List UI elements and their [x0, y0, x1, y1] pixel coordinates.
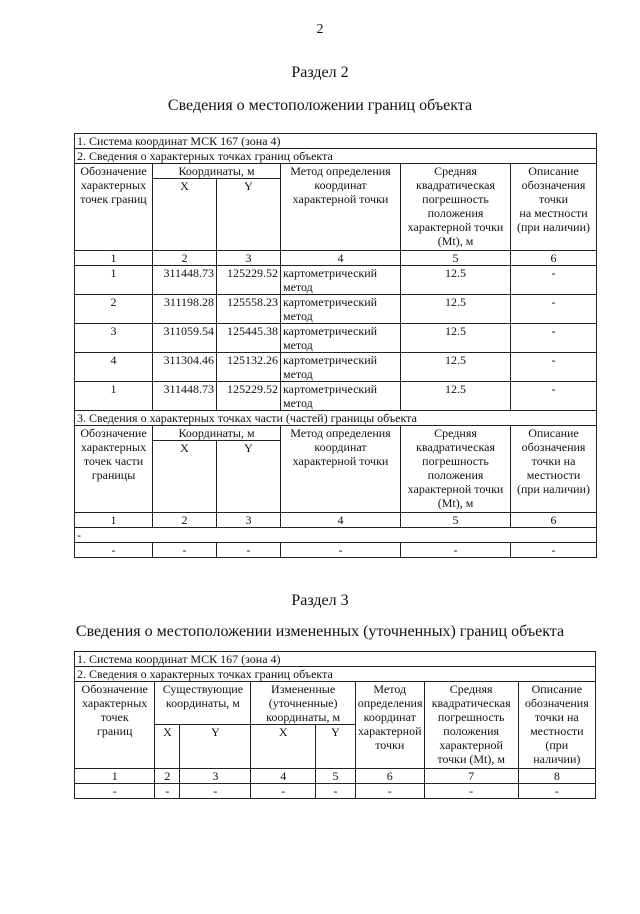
table-row [75, 353, 597, 382]
table-row [75, 543, 597, 558]
dash-cell: - [401, 543, 511, 558]
col-number: 3 [217, 251, 281, 266]
parts-header-error: Средняя квадратическая погрешность положения характерной точки (Mt), м [401, 426, 511, 513]
s3-header-x-changed: X [251, 725, 316, 769]
table-row [75, 324, 597, 353]
point-number: 2 [75, 295, 153, 324]
parts-header-description: Описание обозначения точки на местности (при наличии) [511, 426, 597, 513]
dash-single-row: - [75, 528, 597, 543]
parts-header-coords: Координаты, м [153, 426, 281, 441]
dash-cell: - [180, 784, 251, 799]
s3-header-method: Метод определения координат характерной точки [355, 682, 424, 769]
table-row [75, 266, 597, 295]
point-mt: 12.5 [401, 382, 511, 411]
col-number: 6 [355, 769, 424, 784]
section2-table [74, 133, 597, 558]
table-row [75, 382, 597, 411]
point-x: 311448.73 [153, 266, 217, 295]
col-number: 3 [217, 513, 281, 528]
section2-subtitle: Сведения о местоположении границ объекта [167, 97, 473, 114]
s3-header-existing: Существующие координаты, м [155, 682, 251, 725]
header-error: Средняя квадратическая погрешность положения характерной точки (Mt), м [401, 164, 511, 251]
dash-cell: - [424, 784, 518, 799]
col-number: 1 [75, 769, 155, 784]
col-number: 3 [180, 769, 251, 784]
point-number: 1 [75, 382, 153, 411]
parts-header-designation: Обозначение характерных точек части границы [75, 426, 153, 513]
point-mt: 12.5 [401, 324, 511, 353]
point-y: 125132.26 [217, 353, 281, 382]
point-x: 311059.54 [153, 324, 217, 353]
point-number: 3 [75, 324, 153, 353]
point-desc: - [511, 266, 597, 295]
col-number: 5 [401, 251, 511, 266]
s3-header-x-existing: X [155, 725, 180, 769]
point-y: 125445.38 [217, 324, 281, 353]
header-coords: Координаты, м [153, 164, 281, 179]
parts-header-method: Метод определения координат характерной точки [281, 426, 401, 513]
point-mt: 12.5 [401, 353, 511, 382]
section2-title: Раздел 2 [291, 64, 349, 81]
point-desc: - [511, 324, 597, 353]
dash-cell: - [355, 784, 424, 799]
point-method: картометрический метод [281, 266, 401, 295]
point-method: картометрический метод [281, 382, 401, 411]
section3-subtitle: Сведения о местоположении измененных (уточненных) границ объекта [75, 623, 565, 640]
table-row [75, 295, 597, 324]
table-row [75, 784, 596, 799]
col-number: 5 [401, 513, 511, 528]
col-number: 6 [511, 513, 597, 528]
point-number: 1 [75, 266, 153, 295]
col-number: 4 [281, 251, 401, 266]
point-y: 125229.52 [217, 266, 281, 295]
s3-header-changed: Измененные (уточненные) координаты, м [251, 682, 355, 725]
dash-cell: - [518, 784, 595, 799]
point-number: 4 [75, 353, 153, 382]
point-mt: 12.5 [401, 295, 511, 324]
dash-cell: - [281, 543, 401, 558]
col-number: 4 [281, 513, 401, 528]
col-number: 5 [316, 769, 356, 784]
page-number: 2 [316, 22, 324, 37]
dash-cell: - [511, 543, 597, 558]
points-row: 2. Сведения о характерных точках границ объекта [75, 149, 597, 164]
col-number: 2 [153, 251, 217, 266]
point-x: 311448.73 [153, 382, 217, 411]
point-desc: - [511, 353, 597, 382]
parts-header-y: Y [217, 441, 281, 513]
s3-header-y-existing: Y [180, 725, 251, 769]
s3-system-row: 1. Система координат МСК 167 (зона 4) [75, 652, 596, 667]
point-y: 125229.52 [217, 382, 281, 411]
header-description: Описание обозначения точки на местности (при наличии) [511, 164, 597, 251]
header-designation: Обозначение характерных точек границ [75, 164, 153, 251]
dash-cell: - [316, 784, 356, 799]
section3-table [74, 651, 596, 799]
parts-row: 3. Сведения о характерных точках части (частей) границы объекта [75, 411, 597, 426]
point-desc: - [511, 382, 597, 411]
col-number: 6 [511, 251, 597, 266]
point-y: 125558.23 [217, 295, 281, 324]
s3-header-error: Средняя квадратическая погрешность положения характерной точки (Mt), м [424, 682, 518, 769]
col-number: 1 [75, 513, 153, 528]
col-number: 7 [424, 769, 518, 784]
dash-cell: - [155, 784, 180, 799]
dash-cell: - [217, 543, 281, 558]
col-number: 1 [75, 251, 153, 266]
dash-cell: - [251, 784, 316, 799]
header-x: X [153, 179, 217, 251]
point-mt: 12.5 [401, 266, 511, 295]
point-method: картометрический метод [281, 295, 401, 324]
point-method: картометрический метод [281, 324, 401, 353]
dash-cell: - [153, 543, 217, 558]
col-number: 2 [155, 769, 180, 784]
parts-header-x: X [153, 441, 217, 513]
point-desc: - [511, 295, 597, 324]
s3-header-designation: Обозначение характерных точек границ [75, 682, 155, 769]
header-y: Y [217, 179, 281, 251]
section3-title: Раздел 3 [291, 592, 349, 609]
col-number: 2 [153, 513, 217, 528]
s3-header-y-changed: Y [316, 725, 356, 769]
col-number: 4 [251, 769, 316, 784]
col-number: 8 [518, 769, 595, 784]
point-x: 311304.46 [153, 353, 217, 382]
dash-cell: - [75, 543, 153, 558]
dash-cell: - [75, 784, 155, 799]
s3-header-description: Описание обозначения точки на местности (при наличии) [518, 682, 595, 769]
s3-points-row: 2. Сведения о характерных точках границ объекта [75, 667, 596, 682]
point-method: картометрический метод [281, 353, 401, 382]
system-row: 1. Система координат МСК 167 (зона 4) [75, 134, 597, 149]
header-method: Метод определения координат характерной точки [281, 164, 401, 251]
point-x: 311198.28 [153, 295, 217, 324]
